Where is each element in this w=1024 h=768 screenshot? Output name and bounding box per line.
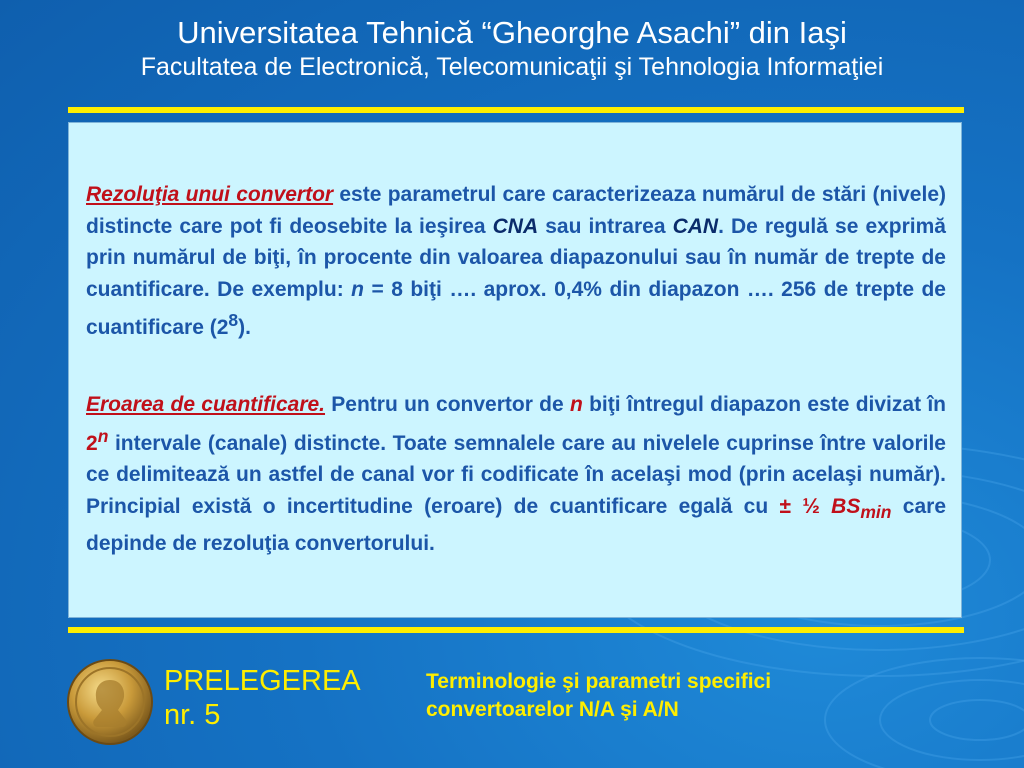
bs-min: BS — [831, 494, 861, 518]
content-panel — [68, 122, 962, 618]
medal-icon — [66, 658, 154, 746]
resolution-paragraph: Rezoluţia unui convertor este parametrul care caracterizeaza numărul de stări (nivele) distincte care pot fi deosebite la ieşirea CNA sau intrarea CAN. De regulă se exprimă prin numărul de biţi, în procente din valoarea diapazonului sau în număr de trepte de cuantificare. De exemplu: n = 8 biţi …. aprox. 0,4% din diapazon …. 256 de trepte de cuantificare $(2^8)$. — [86, 183, 946, 339]
resolution-term: Rezoluţia unui convertor — [86, 183, 334, 206]
can-abbrev: CAN — [672, 214, 719, 238]
quantization-error-paragraph: Eroarea de cuantificare. Pentru un convertor de n biţi întregul diapazon este divizat în 2$^n$ intervale (canale) distincte. Toate semnalele care au nivelele cuprinse între valorile ce delimitează un astfel de canal vor fi codificate în acelaşi mod (prin acelaşi număr). Principial există o incertitudine (eroare) de cuantificare egală cu ± ½ $BS_{min}$ care depinde de rezoluţia convertorului. — [86, 393, 947, 556]
top-divider — [68, 107, 964, 113]
plus-minus-half: ± ½ — [779, 494, 820, 518]
lecture-number: PRELEGEREA nr. 5 — [164, 665, 361, 731]
lecture-title: Terminologie şi parametri specifici convertoarelor N/A şi A/N — [426, 670, 772, 721]
bottom-divider — [68, 627, 964, 633]
faculty-subtitle: Facultatea de Electronică, Telecomunicaţii şi Tehnologia Informaţiei — [140, 53, 884, 81]
cna-abbrev: CNA — [492, 214, 539, 238]
quantization-error-term: Eroarea de cuantificare. — [86, 393, 326, 416]
header — [0, 14, 1024, 82]
university-title: Universitatea Tehnică “Gheorghe Asachi” din Iaşi — [177, 15, 847, 50]
